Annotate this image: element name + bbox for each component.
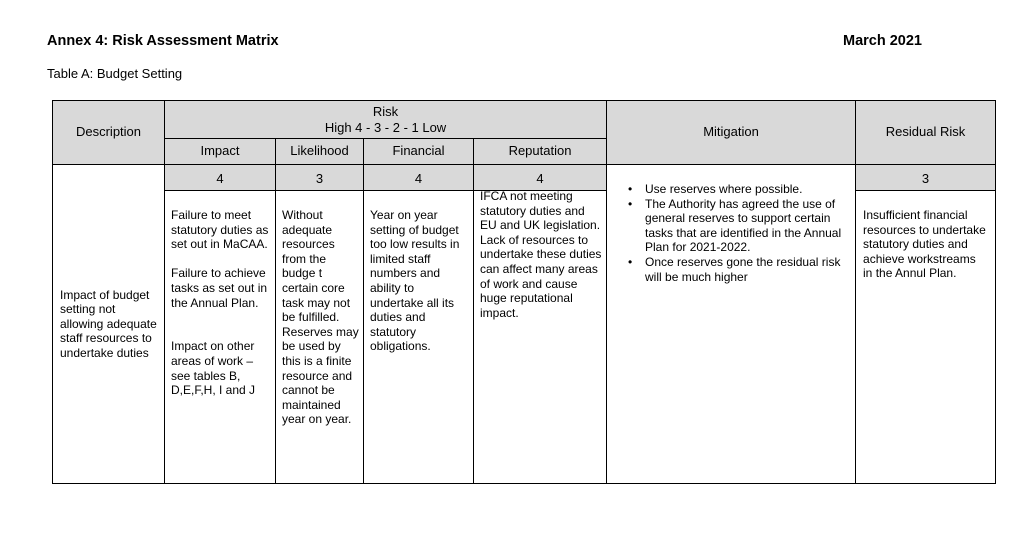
financial-score: 4 [364,165,474,191]
header-likelihood: Likelihood [276,139,364,165]
document-date: March 2021 [843,33,922,49]
risk-matrix-table [52,100,996,484]
mitigation-item: • Use reserves where possible. [645,182,845,197]
document-title: Annex 4: Risk Assessment Matrix [47,33,279,49]
impact-text-1: Failure to meet statutory duties as set out in MaCAA. [171,208,269,252]
impact-text-2: Failure to achieve tasks as set out in the Annual Plan. [171,266,268,310]
header-risk-title: Risk [372,103,399,119]
impact-score: 4 [165,165,276,191]
likelihood-cell [276,191,364,484]
header-impact: Impact [165,139,276,165]
table-caption: Table A: Budget Setting [47,66,183,81]
header-mitigation: Mitigation [607,101,856,165]
financial-text: Year on year setting of budget too low results in limited staff numbers and ability to undertake all its duties and statutory obligations. [370,208,460,354]
residual-cell [856,191,996,484]
header-risk-scale: High 4 - 3 - 2 - 1 Low [324,119,447,135]
header-risk [165,101,607,139]
description-cell [53,165,165,484]
reputation-text: IFCA not meeting statutory duties and EU and UK legislation. Lack of resources to undertake these duties can affect many areas of work and cause huge reputational impact. [480,189,602,320]
description-text: Impact of budget setting not allowing adequate staff resources to undertake duties [60,287,157,360]
residual-score: 3 [856,165,996,191]
impact-text-3: Impact on other areas of work – see tables B, D,E,F,H, I and J [171,339,256,398]
header-reputation: Reputation [474,139,607,165]
header-residual-risk: Residual Risk [856,101,996,165]
mitigation-cell [607,165,856,484]
header-description: Description [53,101,165,165]
mitigation-list [607,182,855,284]
likelihood-text: Without adequate resources from the budge t certain core task may not be fulfilled. Reserves may be used by this is a finite resource and cannot be maintained year on year. [282,208,359,427]
mitigation-item: • Once reserves gone the residual risk will be much higher [645,255,845,284]
header-financial: Financial [364,139,474,165]
mitigation-item: • The Authority has agreed the use of general reserves to support certain tasks that are identified in the Annual Plan for 2021-2022. [645,197,845,255]
impact-cell [165,191,276,484]
residual-text: Insufficient financial resources to undertake statutory duties and achieve workstreams in the Annul Plan. [863,208,986,281]
likelihood-score: 3 [276,165,364,191]
financial-cell [364,191,474,484]
reputation-score: 4 [474,165,607,191]
reputation-cell [474,191,607,484]
